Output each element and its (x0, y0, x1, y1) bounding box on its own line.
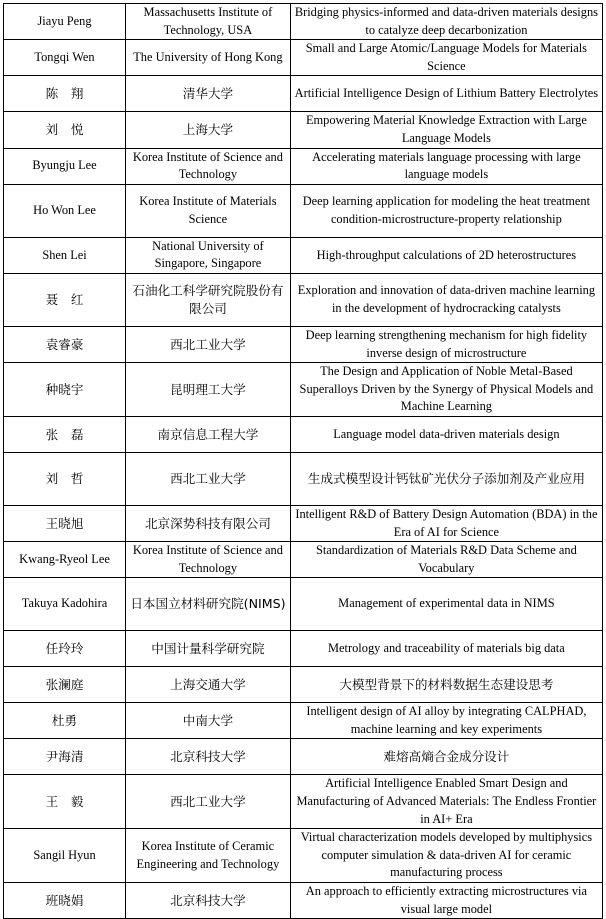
talk-topic: Bridging physics-informed and data-driven materials designs to catalyze deep decarbonization (290, 4, 602, 40)
talk-topic: Management of experimental data in NIMS (290, 578, 602, 631)
speaker-name: Sangil Hyun (4, 829, 126, 883)
table-row (4, 184, 603, 237)
talk-topic: Artificial Intelligence Design of Lithium Battery Electrolytes (290, 76, 602, 112)
speaker-name: 杜勇 (4, 703, 126, 739)
table-row (4, 76, 603, 112)
speaker-name: Tongqi Wen (4, 40, 126, 76)
table-row (4, 363, 603, 417)
speaker-name: 王晓旭 (4, 505, 126, 541)
table-row (4, 775, 603, 829)
table-row (4, 739, 603, 775)
speaker-name: Takuya Kadohira (4, 578, 126, 631)
table-row (4, 542, 603, 578)
table-row (4, 148, 603, 184)
talk-topic: 大模型背景下的材料数据生态建设思考 (290, 667, 602, 703)
table-row (4, 578, 603, 631)
speaker-institution: National University of Singapore, Singapore (126, 237, 291, 273)
speaker-name: 尹海清 (4, 739, 126, 775)
talk-topic: Intelligent design of AI alloy by integrating CALPHAD, machine learning and key experiments (290, 703, 602, 739)
talk-topic: Accelerating materials language processing with large language models (290, 148, 602, 184)
table-row (4, 829, 603, 883)
speaker-institution: 南京信息工程大学 (126, 416, 291, 452)
speaker-name: 刘 哲 (4, 452, 126, 505)
speaker-name: 刘 悦 (4, 112, 126, 148)
speaker-name: 张澜庭 (4, 667, 126, 703)
talk-topic: Language model data-driven materials design (290, 416, 602, 452)
table-row (4, 4, 603, 40)
talk-topic: Virtual characterization models developed by multiphysics computer simulation & data-driven AI for ceramic manufacturing process (290, 829, 602, 883)
speaker-name: Ho Won Lee (4, 184, 126, 237)
speaker-name: 聂 红 (4, 273, 126, 326)
table-row (4, 326, 603, 362)
speaker-institution: 北京科技大学 (126, 883, 291, 919)
talk-topic: Small and Large Atomic/Language Models for Materials Science (290, 40, 602, 76)
table-row (4, 112, 603, 148)
talk-topic: 生成式模型设计钙钛矿光伏分子添加剂及产业应用 (290, 452, 602, 505)
table-row (4, 273, 603, 326)
talk-topic: Exploration and innovation of data-driven machine learning in the development of hydrocracking catalysts (290, 273, 602, 326)
table-row (4, 40, 603, 76)
talk-topic: Empowering Material Knowledge Extraction with Large Language Models (290, 112, 602, 148)
speaker-institution: Korea Institute of Science and Technology (126, 542, 291, 578)
speaker-institution: The University of Hong Kong (126, 40, 291, 76)
speaker-name: 种晓宇 (4, 363, 126, 417)
talk-topic: Artificial Intelligence Enabled Smart Design and Manufacturing of Advanced Materials: The Endless Frontier in AI+ Era (290, 775, 602, 829)
table-row (4, 667, 603, 703)
talk-topic: High-throughput calculations of 2D heterostructures (290, 237, 602, 273)
talk-topic: Intelligent R&D of Battery Design Automation (BDA) in the Era of AI for Science (290, 505, 602, 541)
speaker-institution: 北京深势科技有限公司 (126, 505, 291, 541)
speaker-institution: 上海交通大学 (126, 667, 291, 703)
talk-topic: Standardization of Materials R&D Data Scheme and Vocabulary (290, 542, 602, 578)
speaker-name: 袁睿豪 (4, 326, 126, 362)
speaker-name: 任玲玲 (4, 631, 126, 667)
speaker-institution: Korea Institute of Ceramic Engineering and Technology (126, 829, 291, 883)
speaker-institution: Massachusetts Institute of Technology, USA (126, 4, 291, 40)
table-row (4, 703, 603, 739)
speaker-name: Shen Lei (4, 237, 126, 273)
speaker-name: 王 毅 (4, 775, 126, 829)
table-row (4, 416, 603, 452)
table-row (4, 631, 603, 667)
speaker-name: 陈 翔 (4, 76, 126, 112)
speaker-name: 班晓娟 (4, 883, 126, 919)
table-row (4, 883, 603, 919)
speaker-name: Jiayu Peng (4, 4, 126, 40)
speaker-institution: 日本国立材料研究院(NIMS) (126, 578, 291, 631)
speaker-institution: 中南大学 (126, 703, 291, 739)
speaker-institution: 上海大学 (126, 112, 291, 148)
speaker-institution: 西北工业大学 (126, 452, 291, 505)
table-row (4, 505, 603, 541)
talk-topic: 难熔高熵合金成分设计 (290, 739, 602, 775)
speaker-institution: 西北工业大学 (126, 326, 291, 362)
speaker-institution: 清华大学 (126, 76, 291, 112)
speaker-institution: 中国计量科学研究院 (126, 631, 291, 667)
speaker-institution: 北京科技大学 (126, 739, 291, 775)
talk-topic: Deep learning strengthening mechanism for high fidelity inverse design of microstructure (290, 326, 602, 362)
talk-topic: An approach to efficiently extracting microstructures via visual large model (290, 883, 602, 919)
table-row (4, 452, 603, 505)
speaker-name: Byungju Lee (4, 148, 126, 184)
speaker-institution: Korea Institute of Materials Science (126, 184, 291, 237)
talk-topic: Metrology and traceability of materials big data (290, 631, 602, 667)
speaker-institution: 昆明理工大学 (126, 363, 291, 417)
speaker-institution: Korea Institute of Science and Technology (126, 148, 291, 184)
speaker-name: 张 磊 (4, 416, 126, 452)
speaker-institution: 石油化工科学研究院股份有限公司 (126, 273, 291, 326)
speaker-name: Kwang-Ryeol Lee (4, 542, 126, 578)
talk-topic: Deep learning application for modeling the heat treatment condition-microstructure-property relationship (290, 184, 602, 237)
speaker-table (3, 3, 603, 919)
table-row (4, 237, 603, 273)
talk-topic: The Design and Application of Noble Metal-Based Superalloys Driven by the Synergy of Physical Models and Machine Learning (290, 363, 602, 417)
speaker-institution: 西北工业大学 (126, 775, 291, 829)
